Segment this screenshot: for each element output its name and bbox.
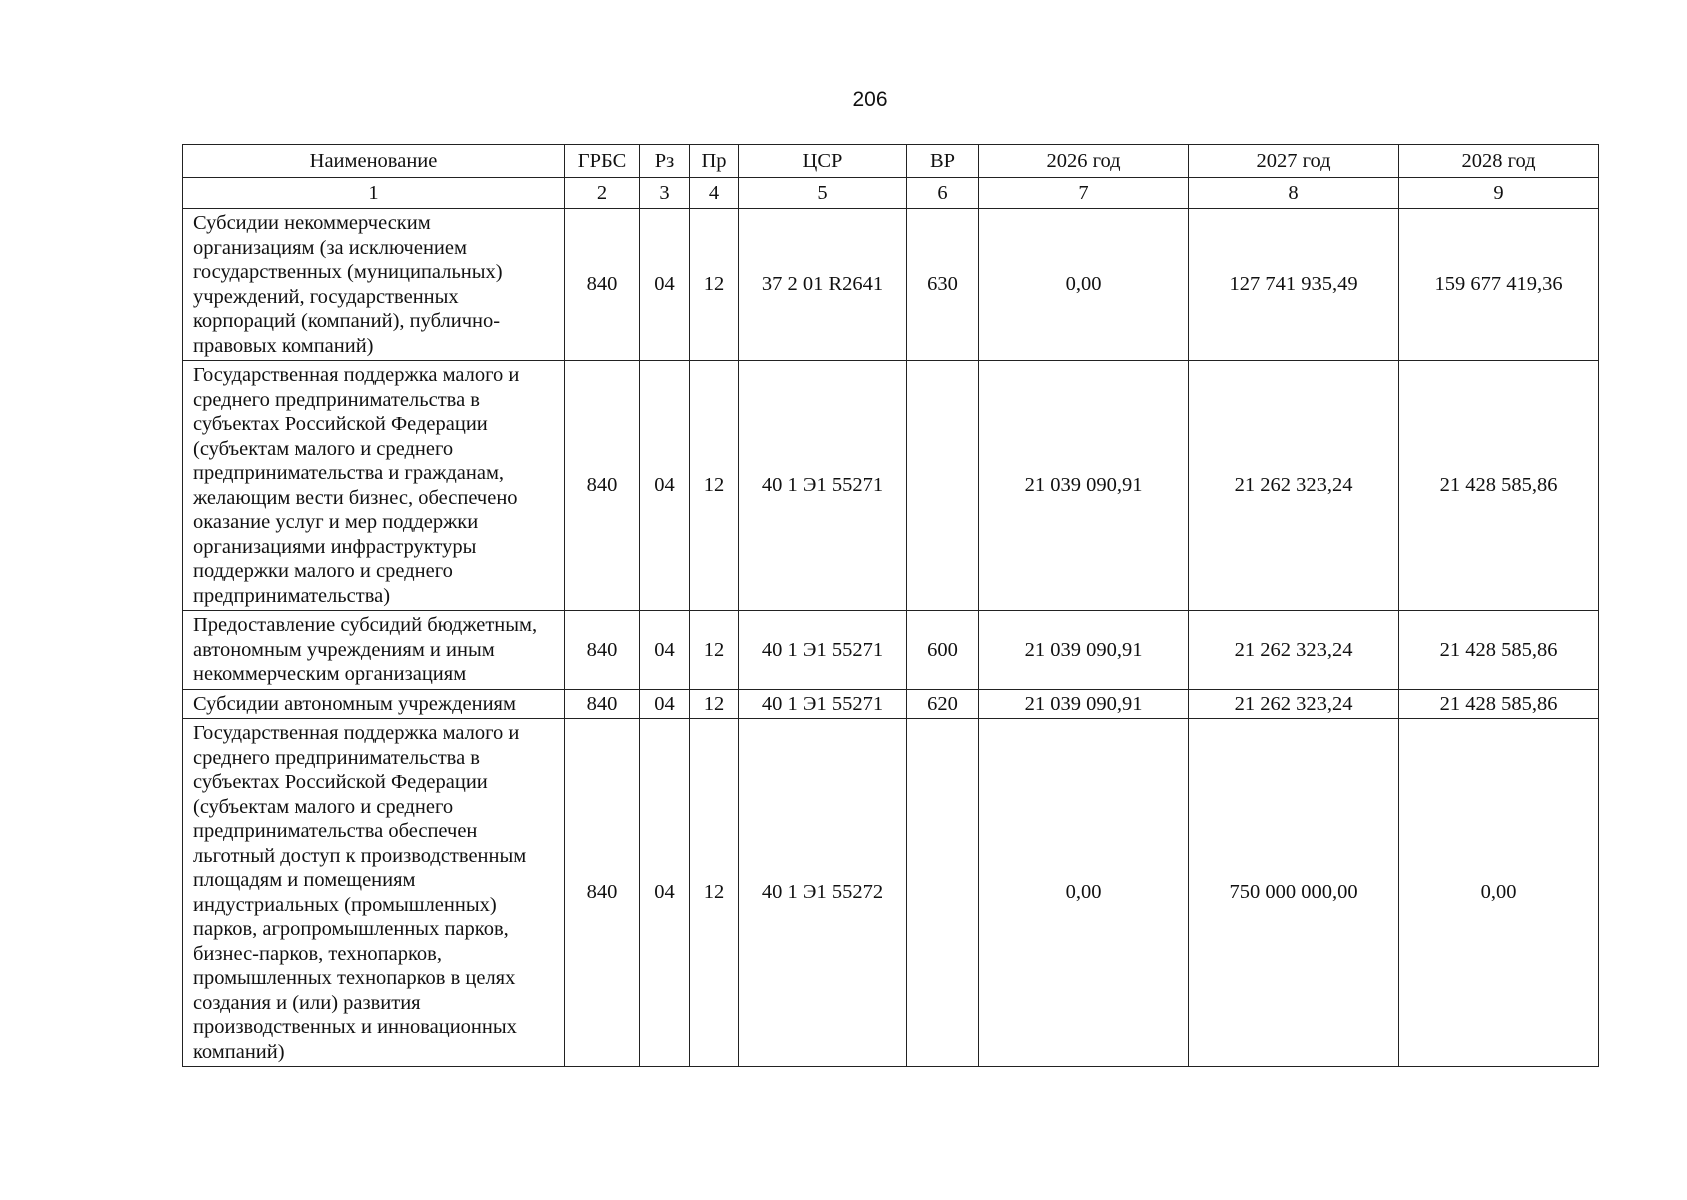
header-2028: 2028 год [1399,145,1599,178]
column-number: 9 [1399,178,1599,209]
row-2027: 127 741 935,49 [1189,209,1399,361]
header-grbs: ГРБС [565,145,640,178]
row-2028: 159 677 419,36 [1399,209,1599,361]
row-2028: 21 428 585,86 [1399,689,1599,719]
column-number: 6 [907,178,979,209]
column-number: 4 [690,178,739,209]
row-grbs: 840 [565,689,640,719]
column-number: 8 [1189,178,1399,209]
table-row [183,689,1599,719]
row-grbs: 840 [565,361,640,611]
row-csr: 40 1 Э1 55271 [739,361,907,611]
page-number: 206 [852,88,888,111]
column-number: 1 [183,178,565,209]
column-number: 3 [640,178,690,209]
row-pr: 12 [690,719,739,1067]
row-grbs: 840 [565,719,640,1067]
row-csr: 37 2 01 R2641 [739,209,907,361]
row-pr: 12 [690,611,739,690]
row-2028: 21 428 585,86 [1399,611,1599,690]
row-2027: 750 000 000,00 [1189,719,1399,1067]
header-rz: Рз [640,145,690,178]
table-row [183,611,1599,690]
header-vr: ВР [907,145,979,178]
row-grbs: 840 [565,611,640,690]
row-2028: 21 428 585,86 [1399,361,1599,611]
header-row [183,145,1599,178]
row-2026: 21 039 090,91 [979,361,1189,611]
row-2027: 21 262 323,24 [1189,611,1399,690]
row-name: Предоставление субсидий бюджетным, автономным учреждениям и иным некоммерческим организациям [183,611,565,690]
row-vr [907,719,979,1067]
header-csr: ЦСР [739,145,907,178]
row-name: Государственная поддержка малого и среднего предпринимательства в субъектах Российской Федерации (субъектам малого и среднего предпринимательства обеспечен льготный доступ к производственным площадям и помещениям индустриальных (промышленных) парков, агропромышленных парков, бизнес-парков, технопарков, промышленных технопарков в целях создания и (или) развития производственных и инновационных компаний) [183,719,565,1067]
header-name: Наименование [183,145,565,178]
row-pr: 12 [690,209,739,361]
row-vr: 620 [907,689,979,719]
table-row [183,209,1599,361]
row-2026: 0,00 [979,719,1189,1067]
row-2027: 21 262 323,24 [1189,361,1399,611]
header-pr: Пр [690,145,739,178]
column-number: 7 [979,178,1189,209]
row-rz: 04 [640,689,690,719]
row-name: Государственная поддержка малого и среднего предпринимательства в субъектах Российской Федерации (субъектам малого и среднего предпринимательства и гражданам, желающим вести бизнес, обеспечено оказание услуг и мер поддержки организациями инфраструктуры поддержки малого и среднего предпринимательства) [183,361,565,611]
table-row [183,719,1599,1067]
row-2026: 0,00 [979,209,1189,361]
row-2026: 21 039 090,91 [979,611,1189,690]
row-pr: 12 [690,689,739,719]
budget-table [182,144,1599,1067]
row-csr: 40 1 Э1 55272 [739,719,907,1067]
column-number-row [183,178,1599,209]
row-vr: 630 [907,209,979,361]
header-2027: 2027 год [1189,145,1399,178]
column-number: 5 [739,178,907,209]
row-rz: 04 [640,361,690,611]
row-name: Субсидии некоммерческим организациям (за исключением государственных (муниципальных) учреждений, государственных корпораций (компаний), публично-правовых компаний) [183,209,565,361]
row-vr: 600 [907,611,979,690]
row-csr: 40 1 Э1 55271 [739,689,907,719]
row-rz: 04 [640,719,690,1067]
row-2027: 21 262 323,24 [1189,689,1399,719]
row-2028: 0,00 [1399,719,1599,1067]
row-rz: 04 [640,209,690,361]
column-number: 2 [565,178,640,209]
row-rz: 04 [640,611,690,690]
table-row [183,361,1599,611]
row-vr [907,361,979,611]
row-name: Субсидии автономным учреждениям [183,689,565,719]
row-csr: 40 1 Э1 55271 [739,611,907,690]
row-pr: 12 [690,361,739,611]
row-grbs: 840 [565,209,640,361]
row-2026: 21 039 090,91 [979,689,1189,719]
header-2026: 2026 год [979,145,1189,178]
